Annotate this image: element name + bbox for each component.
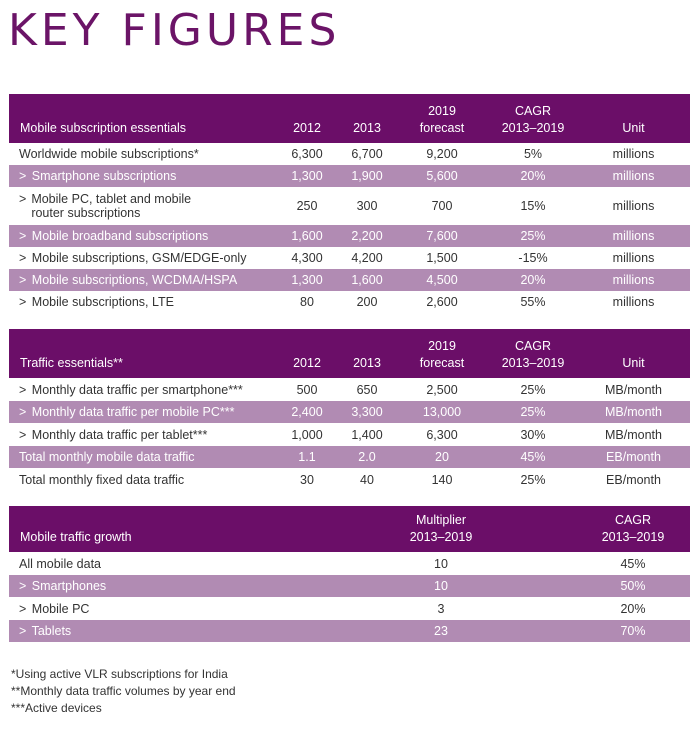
value-2019: 4,500: [395, 269, 489, 291]
chevron-right-icon: >: [19, 427, 27, 442]
mobile-traffic-growth-table: [9, 506, 690, 642]
row-label: > Smartphone subscriptions: [9, 165, 275, 187]
header-2012: 2012: [275, 329, 339, 378]
value-cagr: -15%: [518, 251, 548, 265]
value-cagr: 20%: [620, 601, 646, 616]
value-2019: 2,600: [426, 295, 458, 309]
value-cagr: 20%: [489, 165, 577, 187]
value-2012: 1,600: [275, 225, 339, 247]
value-multiplier: 23: [306, 620, 576, 642]
value-2019: 700: [431, 199, 453, 213]
chevron-right-icon: >: [19, 251, 27, 265]
header-multiplier: Multiplier 2013–2019: [306, 506, 576, 552]
value-cagr: 55%: [520, 295, 546, 309]
value-cagr: 5%: [523, 147, 543, 161]
value-multiplier: 3: [437, 601, 445, 616]
value-2013: 6,700: [351, 147, 383, 161]
value-2019: 6,300: [426, 427, 458, 442]
value-cagr: 25%: [520, 382, 546, 397]
row-label: All mobile data: [19, 556, 101, 571]
value-2012: 1,300: [275, 269, 339, 291]
row-label: > Mobile PC: [19, 601, 90, 616]
chevron-right-icon: >: [19, 273, 27, 287]
traffic-essentials-table: [9, 329, 690, 491]
table-row: [9, 143, 690, 165]
table-row: [9, 597, 690, 620]
value-2013: 2,200: [339, 225, 395, 247]
table-row: [9, 620, 690, 642]
header-2019-forecast: 2019 forecast: [395, 329, 489, 378]
row-label: > Monthly data traffic per smartphone***: [19, 382, 243, 397]
value-cagr: 15%: [520, 199, 546, 213]
value-2012: 4,300: [291, 251, 323, 265]
value-unit: MB/month: [605, 382, 662, 397]
value-2012: 1,000: [291, 427, 323, 442]
table-row: [9, 552, 690, 575]
value-cagr: 25%: [520, 472, 546, 487]
value-unit: millions: [612, 147, 655, 161]
chevron-right-icon: >: [19, 601, 27, 616]
value-2012: 250: [296, 199, 318, 213]
header-cagr: CAGR 2013–2019: [489, 94, 577, 143]
value-2013: 650: [356, 382, 378, 397]
row-label: > Mobile broadband subscriptions: [9, 225, 275, 247]
chevron-right-icon: >: [19, 579, 27, 593]
row-label: > Smartphones: [9, 575, 306, 597]
table-row: [9, 225, 690, 247]
footnote: *Using active VLR subscriptions for India: [11, 667, 228, 681]
row-label: > Mobile subscriptions, LTE: [19, 295, 174, 309]
value-unit: MB/month: [577, 401, 690, 423]
row-label: Total monthly mobile data traffic: [9, 446, 275, 468]
value-unit: millions: [577, 225, 690, 247]
header-2013: 2013: [339, 329, 395, 378]
value-2019: 2,500: [426, 382, 458, 397]
chevron-right-icon: >: [19, 405, 27, 419]
value-unit: MB/month: [605, 427, 662, 442]
value-2019: 13,000: [395, 401, 489, 423]
value-cagr: 45%: [620, 556, 646, 571]
row-label: Worldwide mobile subscriptions*: [19, 147, 199, 161]
value-2013: 4,200: [351, 251, 383, 265]
table-row: [9, 291, 690, 313]
table-row: [9, 269, 690, 291]
value-2013: 1,900: [339, 165, 395, 187]
value-cagr: 25%: [489, 225, 577, 247]
header-mobile-subscription-essentials: Mobile subscription essentials: [9, 94, 275, 143]
value-unit: millions: [612, 295, 655, 309]
table-row: [9, 165, 690, 187]
value-2013: 40: [360, 472, 374, 487]
value-cagr: 45%: [489, 446, 577, 468]
header-cagr: CAGR 2013–2019: [576, 506, 690, 552]
header-cagr: CAGR 2013–2019: [489, 329, 577, 378]
chevron-right-icon: >: [19, 624, 27, 638]
table-row: [9, 378, 690, 401]
header-unit: Unit: [577, 94, 690, 143]
header-unit: Unit: [577, 329, 690, 378]
footnotes: [11, 666, 236, 717]
row-label: > Mobile subscriptions, GSM/EDGE-only: [19, 251, 247, 265]
value-2012: 80: [300, 295, 314, 309]
value-unit: EB/month: [606, 472, 661, 487]
value-multiplier: 10: [434, 556, 448, 571]
value-2012: 6,300: [291, 147, 323, 161]
footnote: ***Active devices: [11, 701, 102, 715]
row-label: > Mobile PC, tablet and mobile router subscriptions: [19, 192, 192, 220]
chevron-right-icon: >: [19, 169, 27, 183]
row-label: > Monthly data traffic per tablet***: [19, 427, 208, 442]
header-2012: 2012: [275, 94, 339, 143]
table-row: [9, 423, 690, 446]
subscription-essentials-table: [9, 94, 690, 313]
page-title: KEY FIGURES: [8, 5, 341, 56]
table-row: [9, 187, 690, 225]
table-row: [9, 446, 690, 468]
value-unit: EB/month: [577, 446, 690, 468]
chevron-right-icon: >: [19, 382, 27, 397]
value-2019: 9,200: [426, 147, 458, 161]
value-2012: 30: [300, 472, 314, 487]
value-2019: 1,500: [426, 251, 458, 265]
header-mobile-traffic-growth: Mobile traffic growth: [9, 506, 306, 552]
value-cagr: 25%: [489, 401, 577, 423]
row-label: Total monthly fixed data traffic: [19, 472, 185, 487]
chevron-right-icon: >: [19, 295, 27, 309]
header-traffic-essentials: Traffic essentials**: [9, 329, 275, 378]
value-2013: 300: [356, 199, 378, 213]
value-2019: 20: [395, 446, 489, 468]
row-label: > Tablets: [9, 620, 306, 642]
table-header-row: [9, 329, 690, 378]
chevron-right-icon: >: [19, 229, 27, 243]
value-2013: 3,300: [339, 401, 395, 423]
value-2019: 140: [431, 472, 453, 487]
footnote: **Monthly data traffic volumes by year end: [11, 684, 236, 698]
value-unit: millions: [612, 251, 655, 265]
value-unit: millions: [612, 199, 655, 213]
table-row: [9, 247, 690, 269]
table-row: [9, 468, 690, 491]
table-row: [9, 401, 690, 423]
header-2019-forecast: 2019 forecast: [395, 94, 489, 143]
table-header-row: [9, 94, 690, 143]
value-2019: 7,600: [395, 225, 489, 247]
chevron-right-icon: >: [19, 192, 27, 206]
row-label: > Monthly data traffic per mobile PC***: [9, 401, 275, 423]
value-unit: millions: [577, 165, 690, 187]
value-2012: 500: [296, 382, 318, 397]
value-2019: 5,600: [395, 165, 489, 187]
value-2013: 1,400: [351, 427, 383, 442]
value-cagr: 30%: [520, 427, 546, 442]
value-2012: 2,400: [275, 401, 339, 423]
value-cagr: 50%: [576, 575, 690, 597]
value-2012: 1.1: [275, 446, 339, 468]
value-2013: 200: [356, 295, 378, 309]
value-2012: 1,300: [275, 165, 339, 187]
header-2013: 2013: [339, 94, 395, 143]
value-unit: millions: [577, 269, 690, 291]
value-cagr: 20%: [489, 269, 577, 291]
value-2013: 2.0: [339, 446, 395, 468]
value-cagr: 70%: [576, 620, 690, 642]
value-multiplier: 10: [306, 575, 576, 597]
table-header-row: [9, 506, 690, 552]
value-2013: 1,600: [339, 269, 395, 291]
row-label: > Mobile subscriptions, WCDMA/HSPA: [9, 269, 275, 291]
table-row: [9, 575, 690, 597]
